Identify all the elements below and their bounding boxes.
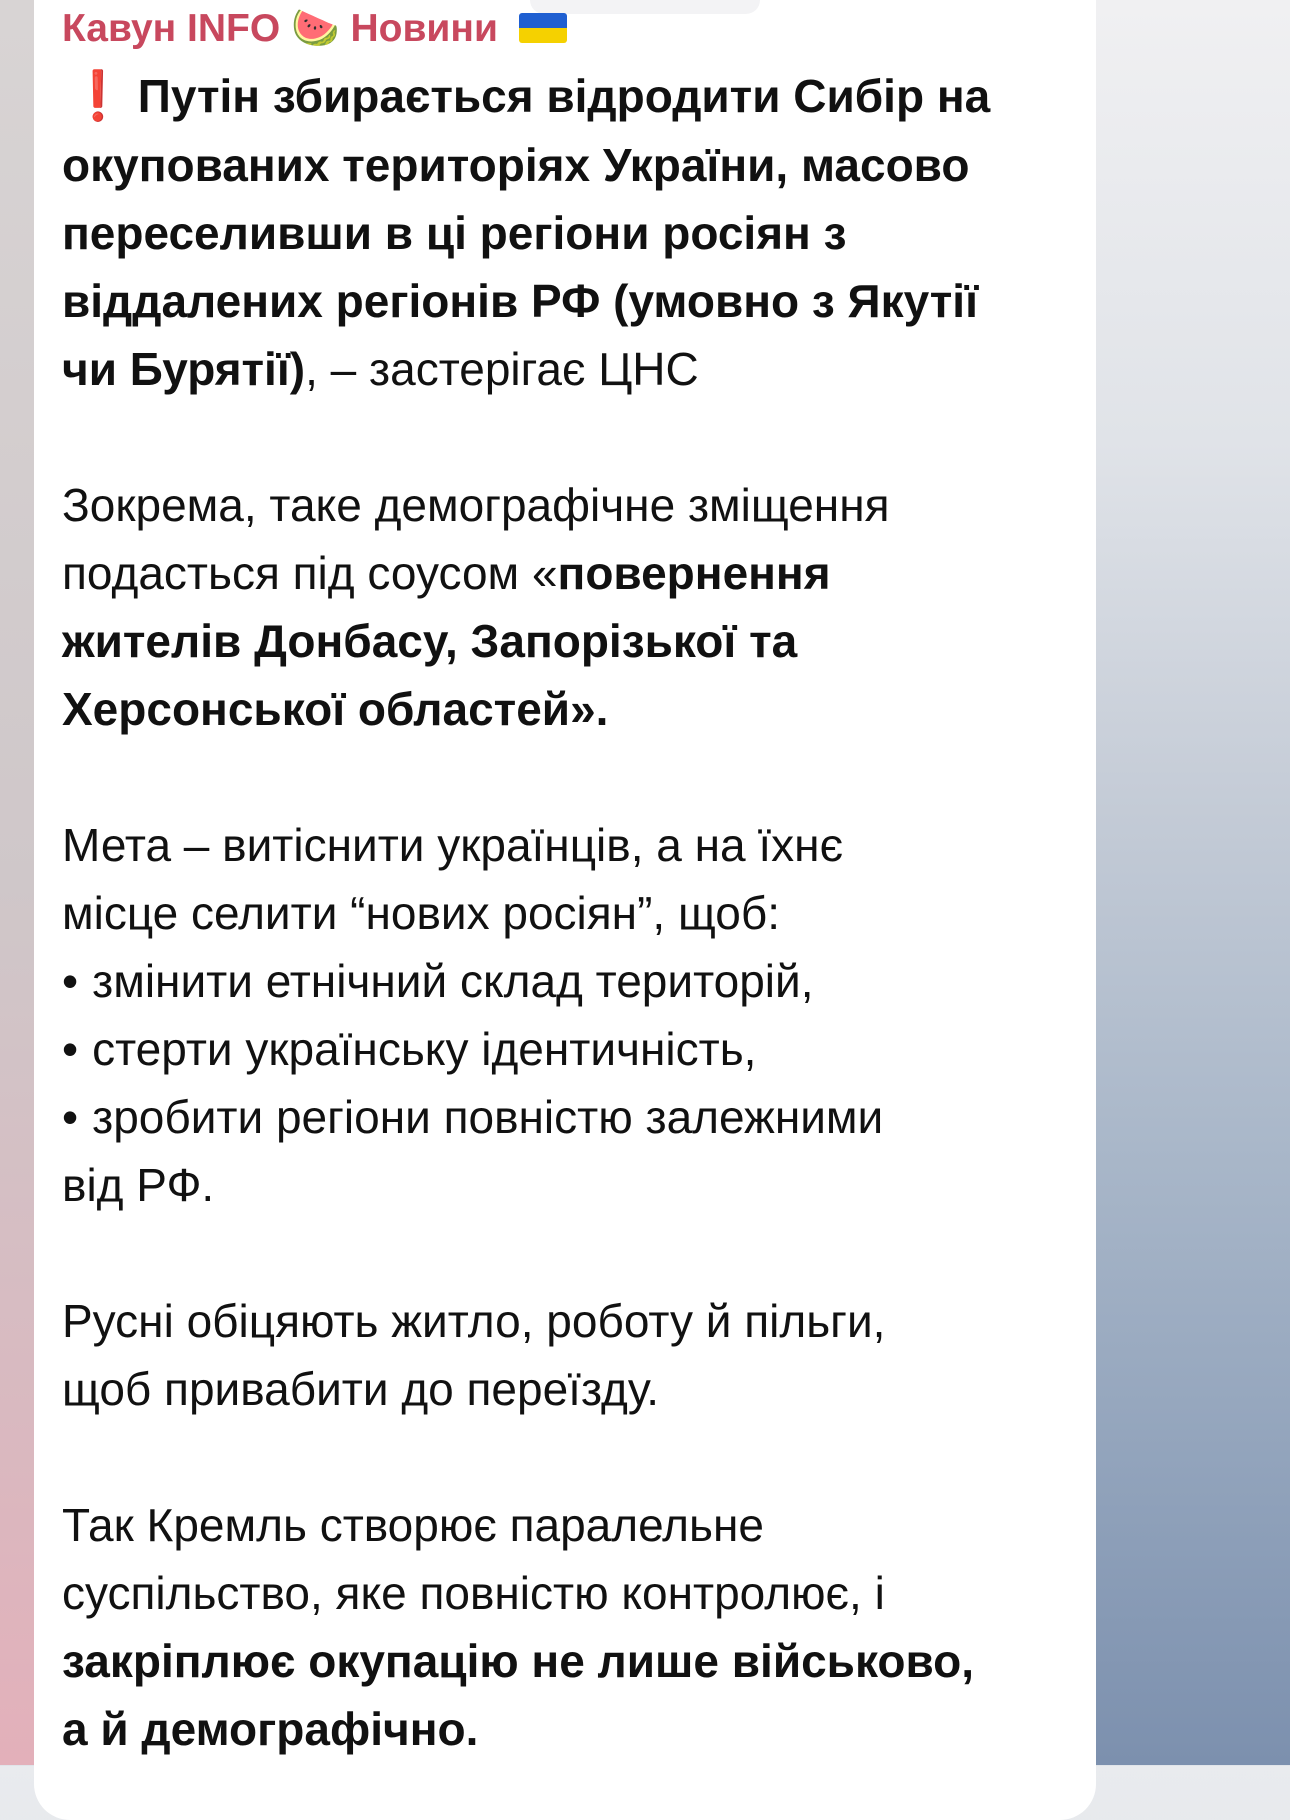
paragraph-4 — [62, 1287, 1072, 1423]
text-span: Путін збирається відродити Сибір на — [137, 70, 991, 122]
text-span: зробити регіони повністю залежними — [92, 1091, 884, 1143]
text-line: Так Кремль створює паралельне — [62, 1499, 764, 1551]
bullet-icon: • — [62, 955, 79, 1007]
text-line: Херсонської областей». — [62, 683, 609, 735]
message-text — [62, 62, 1072, 1763]
exclamation-icon: ❗ — [68, 70, 128, 123]
text-span: змінити етнічний склад територій, — [92, 955, 814, 1007]
sender-name-part2: Новини — [350, 7, 498, 50]
text-line: щоб привабити до переїзду. — [62, 1363, 660, 1415]
ukraine-flag-icon — [519, 13, 567, 43]
paragraph-5 — [62, 1491, 1072, 1763]
list-item — [62, 1015, 1072, 1083]
text-line: закріплює окупацію не лише військово, — [62, 1635, 975, 1687]
text-span: стерти українську ідентичність, — [92, 1023, 757, 1075]
text-span: подасться під соусом « — [62, 547, 558, 599]
text-line — [62, 335, 1072, 403]
channel-sender-name[interactable] — [62, 6, 567, 52]
bullet-icon: • — [62, 1023, 79, 1075]
chat-wallpaper-right — [1096, 0, 1290, 1765]
paragraph-2 — [62, 471, 1072, 743]
paragraph-1 — [62, 62, 1072, 403]
list-item — [62, 1083, 1072, 1151]
text-span: повернення — [557, 547, 831, 599]
text-line: жителів Донбасу, Запорізької та — [62, 615, 798, 667]
text-line: суспільство, яке повністю контролює, і — [62, 1567, 885, 1619]
sender-name-part1: Кавун INFO — [62, 7, 281, 50]
text-span: , – застерігає ЦНС — [305, 343, 699, 395]
text-line: від РФ. — [62, 1159, 215, 1211]
paragraph-3 — [62, 811, 1072, 1219]
watermelon-icon: 🍉 — [291, 7, 340, 50]
text-line: окупованих територіях України, масово — [62, 139, 970, 191]
text-line: місце селити “нових росіян”, щоб: — [62, 887, 781, 939]
text-line: а й демографічно. — [62, 1703, 479, 1755]
text-line — [62, 539, 1072, 607]
list-item — [62, 947, 1072, 1015]
text-line: віддалених регіонів РФ (умовно з Якутії — [62, 275, 979, 327]
chat-wallpaper-left — [0, 0, 34, 1765]
text-line: Русні обіцяють житло, роботу й пільги, — [62, 1295, 886, 1347]
text-span: чи Бурятії) — [62, 343, 306, 395]
text-line: Мета – витіснити українців, а на їхнє — [62, 819, 844, 871]
bullet-icon: • — [62, 1091, 79, 1143]
text-line: переселивши в ці регіони росіян з — [62, 207, 847, 259]
text-line — [62, 62, 1072, 131]
text-line: Зокрема, таке демографічне зміщення — [62, 479, 890, 531]
